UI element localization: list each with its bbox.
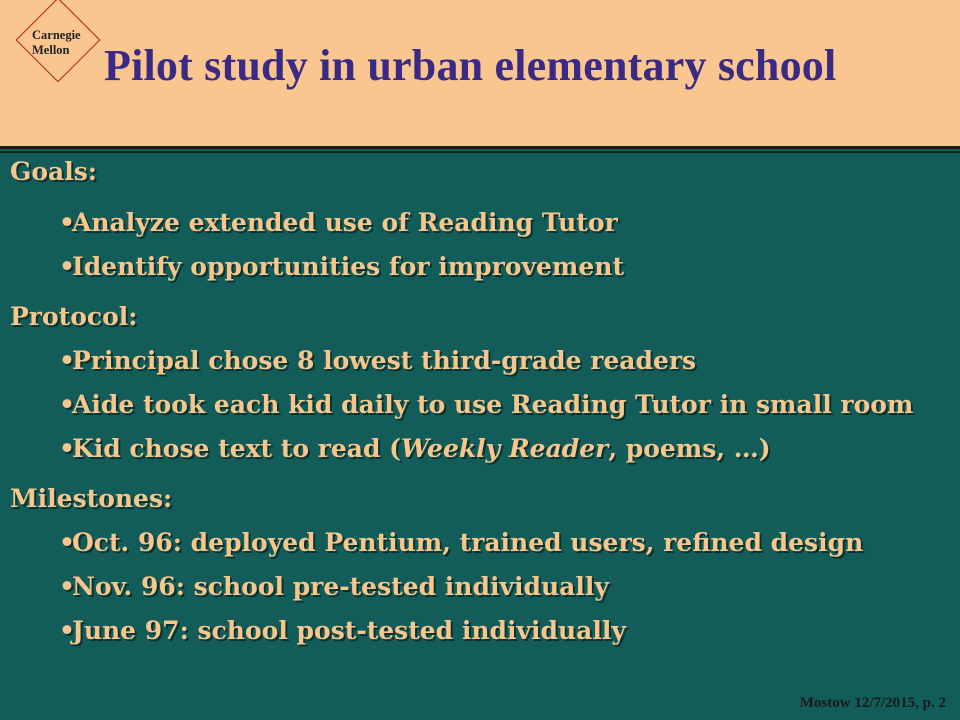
milestones-list: [10, 521, 913, 653]
protocol-text: Principal chose 8 lowest third-grade readers: [72, 346, 697, 375]
list-item: [59, 427, 913, 471]
protocol-list: [10, 339, 913, 471]
list-item: [59, 339, 913, 383]
milestone-text: Nov. 96: school pre-tested individually: [72, 572, 609, 601]
bullet-icon: •: [59, 616, 75, 645]
divider: [0, 151, 960, 153]
divider: [0, 146, 960, 149]
bullet-icon: •: [59, 528, 75, 557]
list-item: [59, 383, 914, 427]
milestones-heading: Milestones:: [10, 484, 173, 513]
slide-footer: Mostow 12/7/2015, p. 2: [799, 695, 946, 711]
bullet-icon: •: [59, 572, 75, 601]
title-bar: [0, 0, 960, 146]
logo-line-2: Mellon: [32, 43, 70, 57]
goals-heading: Goals:: [10, 157, 98, 186]
milestone-text: June 97: school post-tested individually: [72, 616, 626, 645]
goal-text: Analyze extended use of Reading Tutor: [72, 208, 618, 237]
protocol-text: Aide took each kid daily to use Reading Tutor in small room: [72, 390, 914, 419]
slide-title: Pilot study in urban elementary school: [104, 41, 837, 90]
publication-name: Weekly Reader: [401, 434, 609, 463]
bullet-icon: •: [59, 390, 75, 419]
logo-line-1: Carnegie: [32, 28, 81, 42]
protocol-text-start: Kid chose text to read (: [72, 434, 401, 463]
bullet-icon: •: [59, 252, 75, 281]
goal-text: Identify opportunities for improvement: [72, 252, 624, 281]
bullet-icon: •: [59, 208, 75, 237]
bullet-icon: •: [59, 434, 75, 463]
list-item: [59, 565, 913, 609]
list-item: [59, 521, 913, 565]
goals-list: [10, 201, 913, 289]
protocol-heading: Protocol:: [10, 302, 138, 331]
list-item: [59, 201, 913, 245]
protocol-text-end: , poems, …): [608, 434, 771, 463]
slide-body: [10, 157, 913, 653]
logo-text: [32, 28, 81, 58]
list-item: [59, 609, 913, 653]
bullet-icon: •: [59, 346, 75, 375]
list-item: [59, 245, 913, 289]
milestone-text: Oct. 96: deployed Pentium, trained users, refined design: [72, 528, 864, 557]
